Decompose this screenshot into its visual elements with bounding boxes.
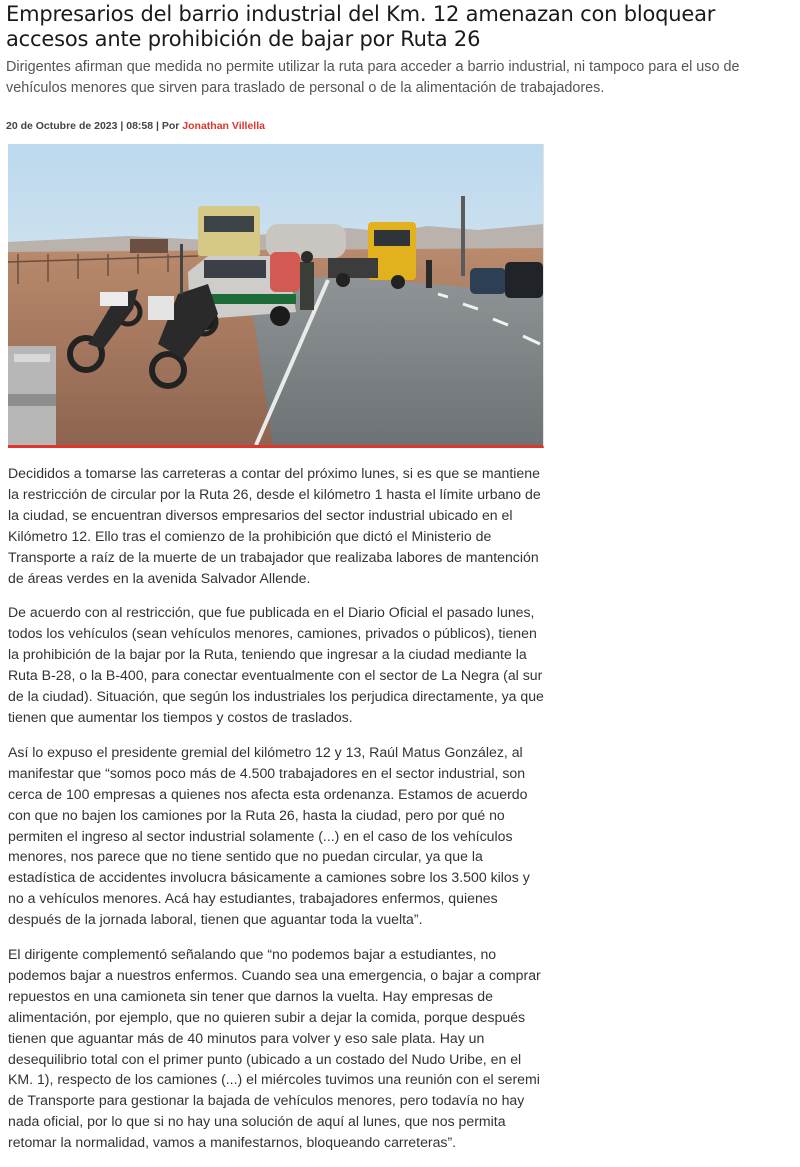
road-scene-image [8,144,543,445]
article-body [8,463,548,1167]
article-paragraph: De acuerdo con al restricción, que fue publicada en el Diario Oficial el pasado lunes, todos los vehículos (sean vehículos menores, camiones, privados o públicos), tienen la prohibición de la bajar por la Ruta, teniendo que ingresar a la ciudad mediante la Ruta B-28, o la B-400, para conectar eventualmente con el sector de La Negra (al sur de la ciudad). Situación, que según los industriales los perjudica directamente, ya que tienen que aumentar los tiempos y costos de traslados. [8,604,544,725]
article-paragraph: Decididos a tomarse las carreteras a contar del próximo lunes, si es que se mantiene la restricción de circular por la Ruta 26, desde el kilómetro 1 hasta el límite urbano de la ciudad, se encuentran diversos empresarios del sector industrial ubicado en el Kilómetro 12. Ello tras el comienzo de la prohibición que dictó el Ministerio de Transporte a raíz de la muerte de un trabajador que realizaba labores de mantención de áreas verdes en la avenida Salvador Allende. [8,465,541,586]
article-meta [6,120,265,132]
author-link[interactable]: Jonathan Villella [182,120,265,132]
article-date: 20 de Octubre de 2023 | 08:58 | Por [6,120,183,132]
article-paragraph: El dirigente complementó señalando que “no podemos bajar a estudiantes, no podemos bajar a nuestros enfermos. Cuando sea una emergencia, o bajar a comprar repuestos en una camioneta sin tener que darnos la vuelta. Hay empresas de alimentación, por ejemplo, que no quieren subir a dejar la comida, porque después tienen que aguantar más de 40 minutos para volver y eso sale plata. Hay un desequilibrio total con el primer punto (ubicado a un costado del Nudo Uribe, en el KM. 1), respecto de los camiones (...) el miércoles tuvimos una reunión con el seremi de Transporte para gestionar la bajada de vehículos menores, pero todavía no hay nada oficial, por lo que si no hay una solución de aquí al lunes, que nos permita retomar la normalidad, vamos a manifestarnos, bloqueando carreteras”. [8,946,541,1151]
article-subtitle: Dirigentes afirman que medida no permite utilizar la ruta para acceder a barrio industrial, ni tampoco para el uso de vehículos menores que sirven para traslado de personal o de la alimentación de trabajadores. [6,59,740,96]
article-paragraph: Así lo expuso el presidente gremial del kilómetro 12 y 13, Raúl Matus González, al manifestar que “somos poco más de 4.500 trabajadores en el sector industrial, son cerca de 100 empresas a quienes nos afecta esta ordenanza. Estamos de acuerdo con que no bajen los camiones por la Ruta 26, hasta la ciudad, pero por qué no permiten el ingreso al sector industrial solamente (...) en el caso de los vehículos menores, nos parece que no tiene sentido que no puedan circular, ya que la estadística de accidentes involucra básicamente a camiones sobre los 3.500 kilos y no a vehículos menores. Acá hay estudiantes, trabajadores enfermos, quienes después de la jornada laboral, tienen que aguantar toda la vuelta”. [8,743,530,928]
article-photo [8,144,544,448]
article-headline: Empresarios del barrio industrial del Km. 12 amenazan con bloquear accesos ante prohibición de bajar por Ruta 26 [6,2,716,51]
